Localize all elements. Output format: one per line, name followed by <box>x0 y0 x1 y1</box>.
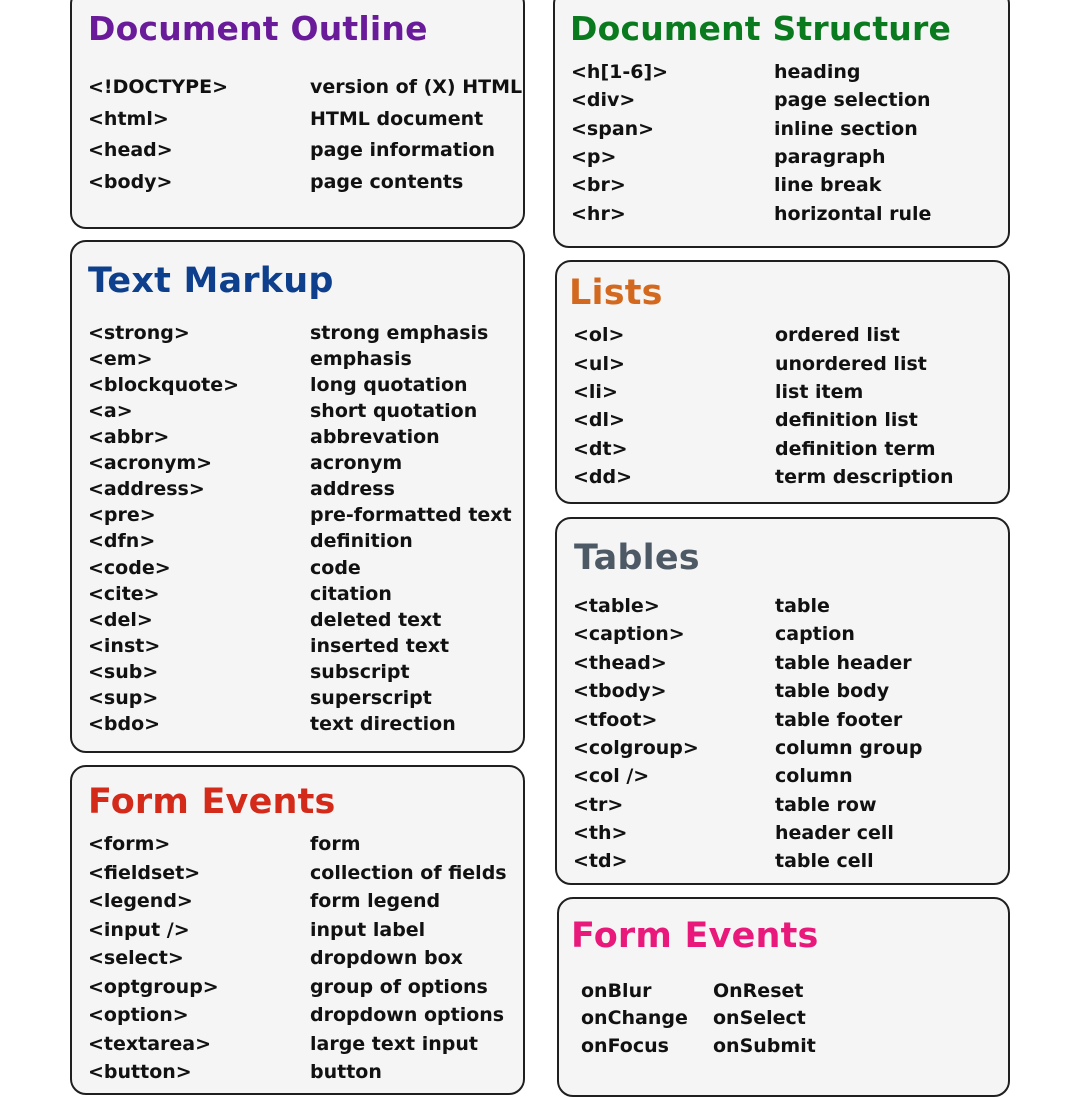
text-markup-tag: <strong> <box>88 322 190 344</box>
lists-desc: list item <box>775 381 864 403</box>
text-markup-desc: acronym <box>310 452 403 474</box>
form-tag: <fieldset> <box>88 862 201 884</box>
lists-card <box>555 260 1010 504</box>
tables-desc: header cell <box>775 822 894 844</box>
text-markup-desc: long quotation <box>310 374 468 396</box>
lists-desc: definition term <box>775 438 936 460</box>
structure-desc: horizontal rule <box>774 203 932 225</box>
event-name: OnReset <box>713 980 804 1002</box>
text-markup-row <box>88 424 513 450</box>
text-markup-row <box>88 450 513 476</box>
structure-desc: page selection <box>774 89 931 111</box>
text-markup-row <box>88 372 513 398</box>
outline-row <box>88 106 513 132</box>
text-markup-tag: <code> <box>88 557 171 579</box>
text-markup-row <box>88 581 513 607</box>
form-row <box>88 888 513 914</box>
tables-row <box>573 593 998 619</box>
lists-desc: unordered list <box>775 353 927 375</box>
form-row <box>88 974 513 1000</box>
text-markup-row <box>88 555 513 581</box>
text-markup-desc: address <box>310 478 395 500</box>
form-tag: <textarea> <box>88 1033 212 1055</box>
form-row <box>88 831 513 857</box>
form-row <box>88 1031 513 1057</box>
lists-row <box>573 322 998 348</box>
text-markup-desc: subscript <box>310 661 410 683</box>
lists-tag: <dd> <box>573 466 633 488</box>
form-elements-title: Form Events <box>88 782 336 822</box>
tables-title: Tables <box>574 538 700 578</box>
lists-desc: definition list <box>775 409 918 431</box>
text-markup-card <box>70 240 525 753</box>
structure-tag: <p> <box>571 146 617 168</box>
tables-tag: <table> <box>573 595 660 617</box>
tables-desc: table body <box>775 680 890 702</box>
tables-desc: table footer <box>775 709 903 731</box>
form-row <box>88 1002 513 1028</box>
lists-desc: term description <box>775 466 954 488</box>
lists-tag: <ul> <box>573 353 625 375</box>
tables-tag: <th> <box>573 822 628 844</box>
lists-row <box>573 464 998 490</box>
text-markup-desc: pre-formatted text <box>310 504 512 526</box>
text-markup-tag: <bdo> <box>88 713 161 735</box>
text-markup-tag: <acronym> <box>88 452 213 474</box>
event-name: onBlur <box>581 980 652 1002</box>
form-desc: collection of fields <box>310 862 507 884</box>
tables-card <box>555 517 1010 885</box>
form-events-title: Form Events <box>571 916 819 956</box>
structure-row <box>571 59 998 85</box>
form-desc: button <box>310 1061 382 1083</box>
tables-row <box>573 735 998 761</box>
lists-row <box>573 379 998 405</box>
text-markup-row <box>88 476 513 502</box>
text-markup-row <box>88 320 513 346</box>
lists-row <box>573 351 998 377</box>
structure-tag: <br> <box>571 174 626 196</box>
form-desc: form legend <box>310 890 441 912</box>
structure-tag: <hr> <box>571 203 626 225</box>
outline-desc: version of (X) HTML <box>310 76 523 98</box>
outline-tag: <!DOCTYPE> <box>88 76 228 98</box>
form-desc: form <box>310 833 361 855</box>
tables-desc: table <box>775 595 830 617</box>
text-markup-row <box>88 528 513 554</box>
text-markup-tag: <a> <box>88 400 133 422</box>
outline-tag: <head> <box>88 139 173 161</box>
tables-tag: <thead> <box>573 652 667 674</box>
form-tag: <optgroup> <box>88 976 219 998</box>
outline-desc: page contents <box>310 171 464 193</box>
text-markup-desc: abbrevation <box>310 426 440 448</box>
form-row <box>88 917 513 943</box>
text-markup-tag: <abbr> <box>88 426 170 448</box>
tables-tag: <caption> <box>573 623 685 645</box>
tables-desc: table header <box>775 652 912 674</box>
form-tag: <option> <box>88 1004 189 1026</box>
structure-tag: <span> <box>571 118 655 140</box>
event-name: onSelect <box>713 1007 806 1029</box>
text-markup-row <box>88 607 513 633</box>
form-tag: <button> <box>88 1061 192 1083</box>
text-markup-tag: <blockquote> <box>88 374 240 396</box>
outline-desc: page information <box>310 139 496 161</box>
tables-tag: <colgroup> <box>573 737 699 759</box>
structure-row <box>571 172 998 198</box>
structure-row <box>571 87 998 113</box>
tables-tag: <tr> <box>573 794 624 816</box>
form-desc: input label <box>310 919 426 941</box>
text-markup-tag: <inst> <box>88 635 161 657</box>
tables-tag: <tbody> <box>573 680 667 702</box>
tables-desc: table cell <box>775 850 874 872</box>
lists-row <box>573 436 998 462</box>
text-markup-tag: <dfn> <box>88 530 156 552</box>
form-desc: group of options <box>310 976 488 998</box>
structure-row <box>571 116 998 142</box>
structure-desc: line break <box>774 174 882 196</box>
text-markup-row <box>88 711 513 737</box>
tables-tag: <td> <box>573 850 628 872</box>
text-markup-desc: code <box>310 557 361 579</box>
text-markup-desc: strong emphasis <box>310 322 489 344</box>
text-markup-row <box>88 346 513 372</box>
outline-tag: <html> <box>88 108 169 130</box>
tables-row <box>573 707 998 733</box>
form-desc: dropdown box <box>310 947 463 969</box>
text-markup-tag: <pre> <box>88 504 156 526</box>
text-markup-row <box>88 685 513 711</box>
text-markup-desc: citation <box>310 583 392 605</box>
text-markup-row <box>88 633 513 659</box>
document-outline-title: Document Outline <box>88 9 428 48</box>
lists-title: Lists <box>569 273 663 313</box>
outline-row <box>88 137 513 163</box>
form-elements-card <box>70 765 525 1095</box>
form-row <box>88 945 513 971</box>
tables-tag: <col /> <box>573 765 650 787</box>
tables-desc: column <box>775 765 853 787</box>
form-row <box>88 860 513 886</box>
tables-desc: caption <box>775 623 855 645</box>
tables-row <box>573 678 998 704</box>
text-markup-desc: deleted text <box>310 609 442 631</box>
text-markup-row <box>88 502 513 528</box>
form-events-card <box>557 897 1010 1097</box>
form-row <box>88 1059 513 1085</box>
form-desc: dropdown options <box>310 1004 505 1026</box>
event-name: onFocus <box>581 1035 669 1057</box>
lists-row <box>573 407 998 433</box>
tables-desc: table row <box>775 794 877 816</box>
structure-row <box>571 144 998 170</box>
outline-desc: HTML document <box>310 108 484 130</box>
tables-row <box>573 763 998 789</box>
tables-desc: column group <box>775 737 923 759</box>
text-markup-desc: short quotation <box>310 400 478 422</box>
lists-tag: <li> <box>573 381 618 403</box>
event-name: onSubmit <box>713 1035 816 1057</box>
form-tag: <select> <box>88 947 184 969</box>
text-markup-row <box>88 398 513 424</box>
text-markup-title: Text Markup <box>88 261 334 301</box>
outline-row <box>88 74 523 100</box>
structure-desc: inline section <box>774 118 918 140</box>
text-markup-desc: superscript <box>310 687 432 709</box>
text-markup-tag: <sub> <box>88 661 159 683</box>
document-structure-title: Document Structure <box>570 9 952 48</box>
lists-tag: <dl> <box>573 409 625 431</box>
form-tag: <form> <box>88 833 171 855</box>
outline-row <box>88 169 513 195</box>
lists-tag: <dt> <box>573 438 628 460</box>
text-markup-tag: <sup> <box>88 687 159 709</box>
tables-row <box>573 820 998 846</box>
document-structure-card <box>553 0 1010 248</box>
text-markup-desc: emphasis <box>310 348 412 370</box>
lists-tag: <ol> <box>573 324 625 346</box>
text-markup-row <box>88 659 513 685</box>
document-outline-card <box>70 0 525 229</box>
form-tag: <legend> <box>88 890 193 912</box>
structure-desc: heading <box>774 61 861 83</box>
event-name: onChange <box>581 1007 688 1029</box>
tables-row <box>573 792 998 818</box>
text-markup-tag: <em> <box>88 348 153 370</box>
tables-row <box>573 621 998 647</box>
form-desc: large text input <box>310 1033 478 1055</box>
structure-tag: <div> <box>571 89 636 111</box>
text-markup-desc: text direction <box>310 713 456 735</box>
text-markup-tag: <cite> <box>88 583 160 605</box>
tables-row <box>573 650 998 676</box>
form-tag: <input /> <box>88 919 190 941</box>
structure-tag: <h[1-6]> <box>571 61 669 83</box>
structure-row <box>571 201 998 227</box>
text-markup-tag: <address> <box>88 478 205 500</box>
tables-row <box>573 848 998 874</box>
text-markup-desc: definition <box>310 530 413 552</box>
lists-desc: ordered list <box>775 324 900 346</box>
tables-tag: <tfoot> <box>573 709 658 731</box>
structure-desc: paragraph <box>774 146 886 168</box>
outline-tag: <body> <box>88 171 173 193</box>
text-markup-tag: <del> <box>88 609 153 631</box>
text-markup-desc: inserted text <box>310 635 450 657</box>
